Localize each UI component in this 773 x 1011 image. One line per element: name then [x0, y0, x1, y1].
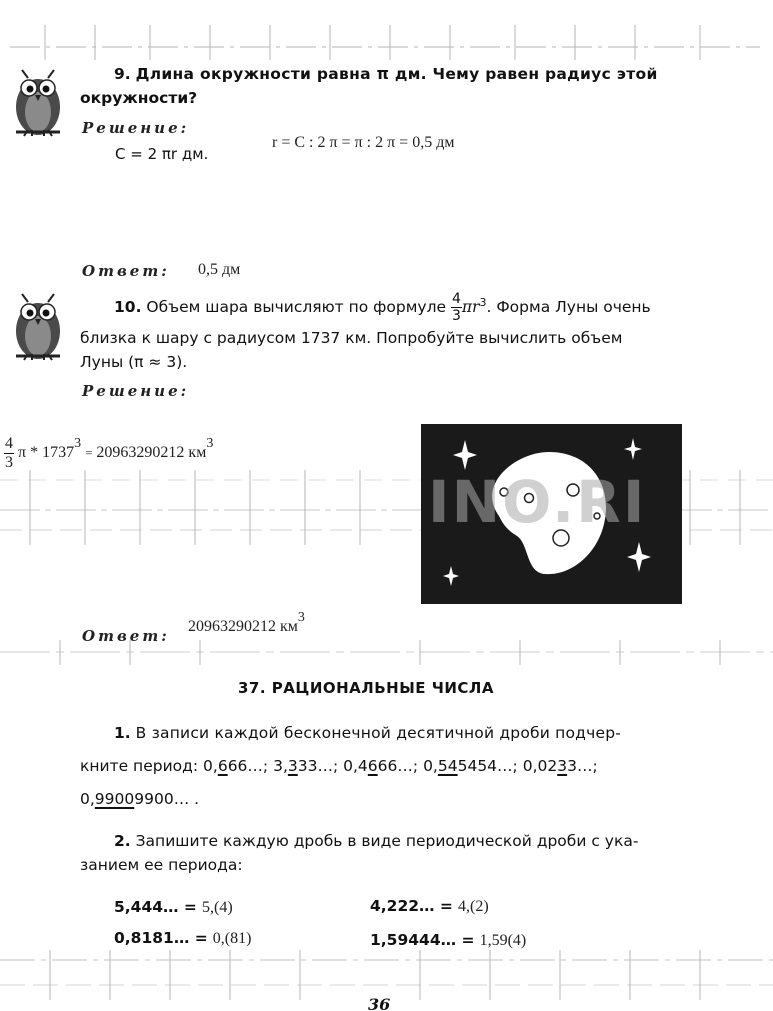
- task9-answer-label: Ответ:: [82, 262, 170, 280]
- decimal-item: 0,4666…;: [343, 757, 419, 775]
- fraction-row: [370, 927, 526, 953]
- watermark: INO.RI: [428, 468, 647, 536]
- decimal-item: 3,333…;: [273, 757, 339, 775]
- star-icon: [453, 440, 477, 470]
- task10-work-fraction: [4, 436, 14, 471]
- section-task2-line1: [114, 828, 638, 854]
- fraction-row: [114, 894, 233, 920]
- fraction-question: 4,222… =: [370, 897, 453, 915]
- task10-work-eq: =: [85, 445, 93, 461]
- fraction-answer: 4,(2): [458, 898, 489, 915]
- star-icon: [627, 542, 651, 572]
- fraction-answer: 0,(81): [212, 930, 252, 947]
- task10-work: [4, 436, 213, 471]
- section-task1-prefix: кните период:: [80, 757, 199, 775]
- task10-answer-value: 20963290212 км: [188, 618, 298, 635]
- star-icon: [443, 566, 459, 586]
- task10-work-result: 20963290212 км: [96, 444, 207, 462]
- page-number: 36: [368, 995, 391, 1011]
- decimal-item: 0,666…;: [203, 757, 269, 775]
- fraction-answer: 1,59(4): [479, 932, 527, 949]
- task10-work-result-exp: 3: [206, 436, 214, 452]
- section-task2-text: Запишите каждую дробь в виде периодической дроби с ука-: [135, 832, 639, 850]
- task10-solution-label: Решение:: [82, 382, 190, 400]
- star-icon: [624, 438, 642, 460]
- section-task2-line2: занием ее периода:: [80, 856, 243, 874]
- task9-text-line2: окружности?: [80, 89, 198, 107]
- task9-work: r = C : 2 π = π : 2 π = 0,5 дм: [272, 134, 455, 151]
- task10-text-a: Объем шара вычисляют по формуле: [146, 298, 447, 317]
- task10-text-b: . Форма Луны очень: [486, 298, 651, 317]
- task10-answer-label: Ответ:: [82, 627, 170, 645]
- task10-formula-rest: πr: [461, 298, 480, 317]
- task9-text: Длина окружности равна π дм. Чему равен радиус этой: [135, 65, 658, 83]
- fraction-row: [370, 893, 489, 919]
- task10-formula-fraction: [451, 292, 462, 323]
- decimal-item: 0,0233…;: [522, 757, 598, 775]
- fraction-answer: 5,(4): [202, 899, 233, 916]
- task10-work-num: 4: [5, 435, 13, 452]
- fraction-row: [114, 925, 251, 951]
- section-title: 37. РАЦИОНАЛЬНЫЕ ЧИСЛА: [238, 679, 494, 697]
- task10-formula-den: 3: [451, 308, 461, 325]
- task10-formula-exp: 3: [479, 296, 487, 309]
- section-task1-line3: 0,99009900… .: [80, 790, 200, 808]
- fraction-question: 5,444… =: [114, 898, 197, 916]
- fraction-question: 1,59444… =: [370, 931, 475, 949]
- section-task1-number: 1.: [114, 724, 131, 742]
- task9-number: 9.: [114, 65, 131, 83]
- owl-icon: [12, 62, 64, 140]
- task10-work-den: 3: [5, 454, 13, 471]
- task9-answer: 0,5 дм: [198, 261, 241, 278]
- task9-solution-label: Решение:: [82, 119, 190, 137]
- task10-work-mid: π * 1737: [18, 444, 75, 462]
- task10-text-line1: [114, 290, 651, 323]
- section-task1-line1: [114, 720, 621, 746]
- section-task2-number: 2.: [114, 832, 131, 850]
- section-task1-text: В записи каждой бесконечной десятичной дроби подчер-: [135, 724, 622, 742]
- section-task1-line2: [80, 753, 598, 779]
- task10-text-line2: близка к шару с радиусом 1737 км. Попробуйте вычислить объем: [80, 329, 623, 347]
- task10-work-exp: 3: [74, 436, 82, 452]
- task9-given-formula: C = 2 πr дм.: [115, 145, 209, 163]
- task10-text-line3: Луны (π ≈ 3).: [80, 353, 188, 371]
- task9-text-line1: [114, 61, 658, 87]
- task10-number: 10.: [114, 298, 142, 317]
- task10-answer-exp: 3: [297, 610, 305, 625]
- task10-answer: [188, 610, 305, 636]
- task10-formula-num: 4: [451, 291, 461, 308]
- fraction-question: 0,8181… =: [114, 929, 208, 947]
- owl-icon: [12, 286, 64, 364]
- decimal-item: 0,545454…;: [423, 757, 518, 775]
